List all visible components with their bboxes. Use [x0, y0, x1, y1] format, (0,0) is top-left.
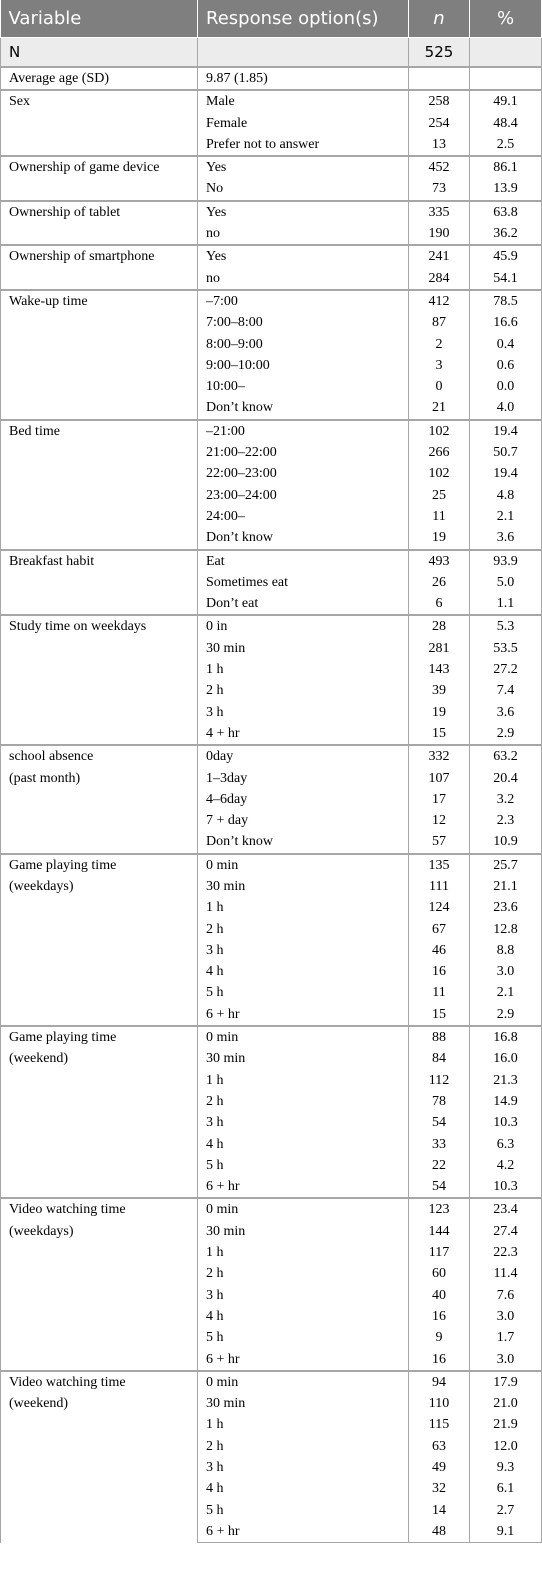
response-option: 0 min — [198, 1371, 409, 1393]
percent-value: 9.3 — [470, 1457, 542, 1478]
variable-label — [1, 1371, 198, 1543]
response-option: Eat — [198, 550, 409, 572]
response-option: 30 min — [198, 1048, 409, 1069]
variable-group — [1, 854, 542, 1026]
count-value: 17 — [409, 789, 470, 810]
percent-value: 1.7 — [470, 1327, 542, 1348]
count-value: 15 — [409, 723, 470, 745]
count-value: 11 — [409, 982, 470, 1003]
variable-label-line: Wake-up time — [9, 293, 88, 309]
count-value: 12 — [409, 810, 470, 831]
count-value: 0 — [409, 376, 470, 397]
count-value: 9 — [409, 1327, 470, 1348]
response-option: 5 h — [198, 1155, 409, 1176]
variable-label-line: Ownership of game device — [9, 160, 160, 176]
count-value: 107 — [409, 768, 470, 789]
count-value: 102 — [409, 463, 470, 484]
count-value: 135 — [409, 854, 470, 876]
response-option: 2 h — [198, 680, 409, 701]
response-option: –7:00 — [198, 290, 409, 312]
variable-label — [1, 550, 198, 616]
header-response-options: Response option(s) — [198, 0, 409, 38]
count-value: 63 — [409, 1436, 470, 1457]
percent-value: 4.8 — [470, 485, 542, 506]
variable-label-line: Game playing time — [9, 857, 117, 873]
percent-value: 23.6 — [470, 897, 542, 918]
variable-label-line: (past month) — [9, 770, 81, 786]
count-value: 112 — [409, 1070, 470, 1091]
count-value: 117 — [409, 1242, 470, 1263]
percent-value: 36.2 — [470, 223, 542, 245]
variable-group — [1, 745, 542, 853]
response-option: 3 h — [198, 940, 409, 961]
response-option: No — [198, 178, 409, 200]
percent-value: 93.9 — [470, 550, 542, 572]
count-value: 16 — [409, 1349, 470, 1371]
variable-label-line: Video watching time — [9, 1374, 126, 1390]
variable-label-line: (weekend) — [9, 1051, 69, 1067]
percent-value: 10.3 — [470, 1112, 542, 1133]
percent-value: 2.7 — [470, 1500, 542, 1521]
percent-value: 78.5 — [470, 290, 542, 312]
count-value: 6 — [409, 593, 470, 615]
response-option: –21:00 — [198, 420, 409, 442]
percent-value: 6.1 — [470, 1478, 542, 1499]
table-row — [1, 550, 542, 572]
table-row — [1, 420, 542, 442]
count-value: 57 — [409, 831, 470, 853]
response-option: 9:00–10:00 — [198, 355, 409, 376]
n-value: 525 — [409, 38, 470, 68]
count-value: 73 — [409, 178, 470, 200]
response-option: 9.87 (1.85) — [198, 67, 409, 90]
percent-value: 0.6 — [470, 355, 542, 376]
count-value: 39 — [409, 680, 470, 701]
response-option: 2 h — [198, 1091, 409, 1112]
percent-value: 16.0 — [470, 1048, 542, 1069]
count-value: 48 — [409, 1521, 470, 1543]
count-value — [409, 67, 470, 90]
count-value: 19 — [409, 527, 470, 549]
header-percent: % — [470, 0, 542, 38]
variable-group — [1, 90, 542, 156]
percent-value: 23.4 — [470, 1198, 542, 1220]
variable-label — [1, 615, 198, 745]
count-value: 13 — [409, 134, 470, 156]
count-value: 124 — [409, 897, 470, 918]
percent-value — [470, 67, 542, 90]
variable-label-line: Ownership of tablet — [9, 204, 121, 220]
response-option: 5 h — [198, 1500, 409, 1521]
variable-label-line: school absence — [9, 749, 94, 765]
count-value: 28 — [409, 615, 470, 637]
percent-value: 17.9 — [470, 1371, 542, 1393]
percent-value: 22.3 — [470, 1242, 542, 1263]
percent-value: 4.2 — [470, 1155, 542, 1176]
variable-group — [1, 1371, 542, 1543]
response-option: 2 h — [198, 919, 409, 940]
variable-label — [1, 156, 198, 201]
response-option: 10:00– — [198, 376, 409, 397]
percent-value: 21.0 — [470, 1393, 542, 1414]
response-option: 1–3day — [198, 768, 409, 789]
response-option: 1 h — [198, 659, 409, 680]
count-value: 21 — [409, 397, 470, 419]
response-option: Don’t know — [198, 831, 409, 853]
variable-group — [1, 1026, 542, 1198]
count-value: 412 — [409, 290, 470, 312]
response-option: 24:00– — [198, 506, 409, 527]
percent-value: 3.6 — [470, 702, 542, 723]
header-variable: Variable — [1, 0, 198, 38]
count-value: 46 — [409, 940, 470, 961]
response-option: 6 + hr — [198, 1349, 409, 1371]
variable-group — [1, 245, 542, 290]
n-label: N — [1, 38, 198, 68]
variable-label — [1, 245, 198, 290]
count-value: 94 — [409, 1371, 470, 1393]
response-option: Sometimes eat — [198, 572, 409, 593]
n-row — [1, 38, 542, 68]
variable-group — [1, 420, 542, 550]
percent-value: 3.0 — [470, 1306, 542, 1327]
count-value: 22 — [409, 1155, 470, 1176]
response-option: 22:00–23:00 — [198, 463, 409, 484]
table-row — [1, 245, 542, 267]
response-option: 3 h — [198, 1457, 409, 1478]
variable-label-line: Ownership of smartphone — [9, 249, 155, 265]
variable-label — [1, 745, 198, 853]
response-option: 30 min — [198, 638, 409, 659]
count-value: 14 — [409, 1500, 470, 1521]
count-value: 19 — [409, 702, 470, 723]
count-value: 32 — [409, 1478, 470, 1499]
response-option: 2 h — [198, 1436, 409, 1457]
variable-label-line: (weekdays) — [9, 1223, 74, 1239]
variable-label-line: (weekdays) — [9, 878, 74, 894]
percent-value: 3.2 — [470, 789, 542, 810]
response-option: 6 + hr — [198, 1176, 409, 1198]
response-option: 5 h — [198, 982, 409, 1003]
percent-value: 50.7 — [470, 442, 542, 463]
table-row — [1, 290, 542, 312]
count-value: 110 — [409, 1393, 470, 1414]
response-option: 1 h — [198, 1242, 409, 1263]
percent-value: 63.2 — [470, 745, 542, 767]
table-row — [1, 67, 542, 90]
variable-label-line: Game playing time — [9, 1030, 117, 1046]
percent-value: 2.5 — [470, 134, 542, 156]
count-value: 15 — [409, 1004, 470, 1026]
percent-value: 53.5 — [470, 638, 542, 659]
percent-value: 11.4 — [470, 1263, 542, 1284]
n-summary — [1, 38, 542, 68]
response-option: 23:00–24:00 — [198, 485, 409, 506]
percent-value: 2.9 — [470, 723, 542, 745]
response-option: 1 h — [198, 1070, 409, 1091]
variable-group — [1, 290, 542, 420]
percent-value: 27.2 — [470, 659, 542, 680]
count-value: 67 — [409, 919, 470, 940]
percent-value: 10.9 — [470, 831, 542, 853]
variable-label-line: Bed time — [9, 423, 60, 439]
count-value: 144 — [409, 1221, 470, 1242]
variable-label — [1, 1026, 198, 1198]
percent-value: 16.6 — [470, 312, 542, 333]
count-value: 493 — [409, 550, 470, 572]
percent-value: 13.9 — [470, 178, 542, 200]
response-option: 0 min — [198, 1198, 409, 1220]
count-value: 60 — [409, 1263, 470, 1284]
count-value: 111 — [409, 876, 470, 897]
variable-label — [1, 290, 198, 420]
response-option: 7 + day — [198, 810, 409, 831]
response-option: 1 h — [198, 1414, 409, 1435]
variable-group — [1, 201, 542, 246]
count-value: 54 — [409, 1112, 470, 1133]
percent-value: 12.8 — [470, 919, 542, 940]
variable-label-line: Study time on weekdays — [9, 619, 147, 635]
count-value: 16 — [409, 1306, 470, 1327]
percent-value: 6.3 — [470, 1134, 542, 1155]
variable-label-line: (weekend) — [9, 1396, 69, 1412]
percent-value: 45.9 — [470, 245, 542, 267]
response-option: Yes — [198, 156, 409, 178]
response-option: 4 h — [198, 1478, 409, 1499]
variable-label — [1, 67, 198, 90]
percent-value: 48.4 — [470, 113, 542, 134]
count-value: 25 — [409, 485, 470, 506]
table-row — [1, 1198, 542, 1220]
percent-value: 4.0 — [470, 397, 542, 419]
table-row — [1, 1026, 542, 1048]
variable-label-line: Average age (SD) — [9, 71, 110, 86]
table-row — [1, 90, 542, 112]
response-option: 30 min — [198, 1221, 409, 1242]
percent-value: 19.4 — [470, 420, 542, 442]
response-option: 30 min — [198, 1393, 409, 1414]
response-option: 3 h — [198, 1285, 409, 1306]
response-option: no — [198, 223, 409, 245]
count-value: 54 — [409, 1176, 470, 1198]
percent-value: 3.6 — [470, 527, 542, 549]
percent-value: 7.6 — [470, 1285, 542, 1306]
percent-value: 12.0 — [470, 1436, 542, 1457]
percent-value: 54.1 — [470, 268, 542, 290]
count-value: 332 — [409, 745, 470, 767]
table-row — [1, 854, 542, 876]
percent-value: 3.0 — [470, 961, 542, 982]
percent-value: 8.8 — [470, 940, 542, 961]
response-option: 7:00–8:00 — [198, 312, 409, 333]
count-value: 254 — [409, 113, 470, 134]
count-value: 241 — [409, 245, 470, 267]
response-option: 6 + hr — [198, 1521, 409, 1543]
response-option: 8:00–9:00 — [198, 334, 409, 355]
variable-label-line: Breakfast habit — [9, 553, 95, 569]
percent-value: 10.3 — [470, 1176, 542, 1198]
count-value: 266 — [409, 442, 470, 463]
response-option: 4 + hr — [198, 723, 409, 745]
response-option: Don’t know — [198, 527, 409, 549]
variable-group — [1, 615, 542, 745]
count-value: 258 — [409, 90, 470, 112]
percent-value: 86.1 — [470, 156, 542, 178]
table-row — [1, 615, 542, 637]
count-value: 88 — [409, 1026, 470, 1048]
response-option: 0 min — [198, 854, 409, 876]
count-value: 87 — [409, 312, 470, 333]
count-value: 102 — [409, 420, 470, 442]
percent-value: 49.1 — [470, 90, 542, 112]
percent-value: 21.1 — [470, 876, 542, 897]
count-value: 11 — [409, 506, 470, 527]
response-option: 5 h — [198, 1327, 409, 1348]
header-n: n — [409, 0, 470, 38]
percent-value: 2.9 — [470, 1004, 542, 1026]
percent-value: 27.4 — [470, 1221, 542, 1242]
variable-label — [1, 90, 198, 156]
count-value: 115 — [409, 1414, 470, 1435]
percent-value: 21.9 — [470, 1414, 542, 1435]
count-value: 123 — [409, 1198, 470, 1220]
response-option: Yes — [198, 201, 409, 223]
response-option: Female — [198, 113, 409, 134]
count-value: 335 — [409, 201, 470, 223]
percent-value: 16.8 — [470, 1026, 542, 1048]
percent-value: 63.8 — [470, 201, 542, 223]
response-option: 1 h — [198, 897, 409, 918]
response-option: Yes — [198, 245, 409, 267]
count-value: 284 — [409, 268, 470, 290]
percent-value: 0.4 — [470, 334, 542, 355]
response-option: Male — [198, 90, 409, 112]
variable-group — [1, 67, 542, 90]
variable-group — [1, 1198, 542, 1370]
percent-value: 2.1 — [470, 982, 542, 1003]
variable-label — [1, 854, 198, 1026]
response-option: no — [198, 268, 409, 290]
count-value: 190 — [409, 223, 470, 245]
variable-label — [1, 420, 198, 550]
count-value: 84 — [409, 1048, 470, 1069]
variable-label — [1, 1198, 198, 1370]
count-value: 2 — [409, 334, 470, 355]
percent-value: 19.4 — [470, 463, 542, 484]
response-option: Don’t know — [198, 397, 409, 419]
response-option: 6 + hr — [198, 1004, 409, 1026]
table-row — [1, 745, 542, 767]
response-option: 2 h — [198, 1263, 409, 1284]
count-value: 143 — [409, 659, 470, 680]
response-option: 3 h — [198, 1112, 409, 1133]
percent-value: 9.1 — [470, 1521, 542, 1543]
n-empty-pct — [470, 38, 542, 68]
response-option: 4 h — [198, 1134, 409, 1155]
percent-value: 20.4 — [470, 768, 542, 789]
percent-value: 14.9 — [470, 1091, 542, 1112]
table-row — [1, 1371, 542, 1393]
count-value: 33 — [409, 1134, 470, 1155]
percent-value: 5.3 — [470, 615, 542, 637]
response-option: 3 h — [198, 702, 409, 723]
count-value: 40 — [409, 1285, 470, 1306]
count-value: 26 — [409, 572, 470, 593]
response-option: 4 h — [198, 961, 409, 982]
response-option: 21:00–22:00 — [198, 442, 409, 463]
response-option: Don’t eat — [198, 593, 409, 615]
response-option: 4 h — [198, 1306, 409, 1327]
count-value: 16 — [409, 961, 470, 982]
count-value: 3 — [409, 355, 470, 376]
count-value: 49 — [409, 1457, 470, 1478]
percent-value: 25.7 — [470, 854, 542, 876]
count-value: 78 — [409, 1091, 470, 1112]
count-value: 452 — [409, 156, 470, 178]
variable-label-line: Video watching time — [9, 1202, 126, 1218]
table-header — [1, 0, 542, 38]
response-option: 4–6day — [198, 789, 409, 810]
variable-label — [1, 201, 198, 246]
response-option: 30 min — [198, 876, 409, 897]
response-option: 0 in — [198, 615, 409, 637]
percent-value: 1.1 — [470, 593, 542, 615]
percent-value: 2.1 — [470, 506, 542, 527]
response-option: Prefer not to answer — [198, 134, 409, 156]
percent-value: 2.3 — [470, 810, 542, 831]
percent-value: 5.0 — [470, 572, 542, 593]
table-row — [1, 156, 542, 178]
percent-value: 7.4 — [470, 680, 542, 701]
response-option: 0 min — [198, 1026, 409, 1048]
n-empty-cell — [198, 38, 409, 68]
percent-value: 3.0 — [470, 1349, 542, 1371]
percent-value: 0.0 — [470, 376, 542, 397]
table-row — [1, 201, 542, 223]
variable-label-line: Sex — [9, 94, 30, 110]
percent-value: 21.3 — [470, 1070, 542, 1091]
response-option: 0day — [198, 745, 409, 767]
count-value: 281 — [409, 638, 470, 659]
variable-group — [1, 156, 542, 201]
variable-group — [1, 550, 542, 616]
